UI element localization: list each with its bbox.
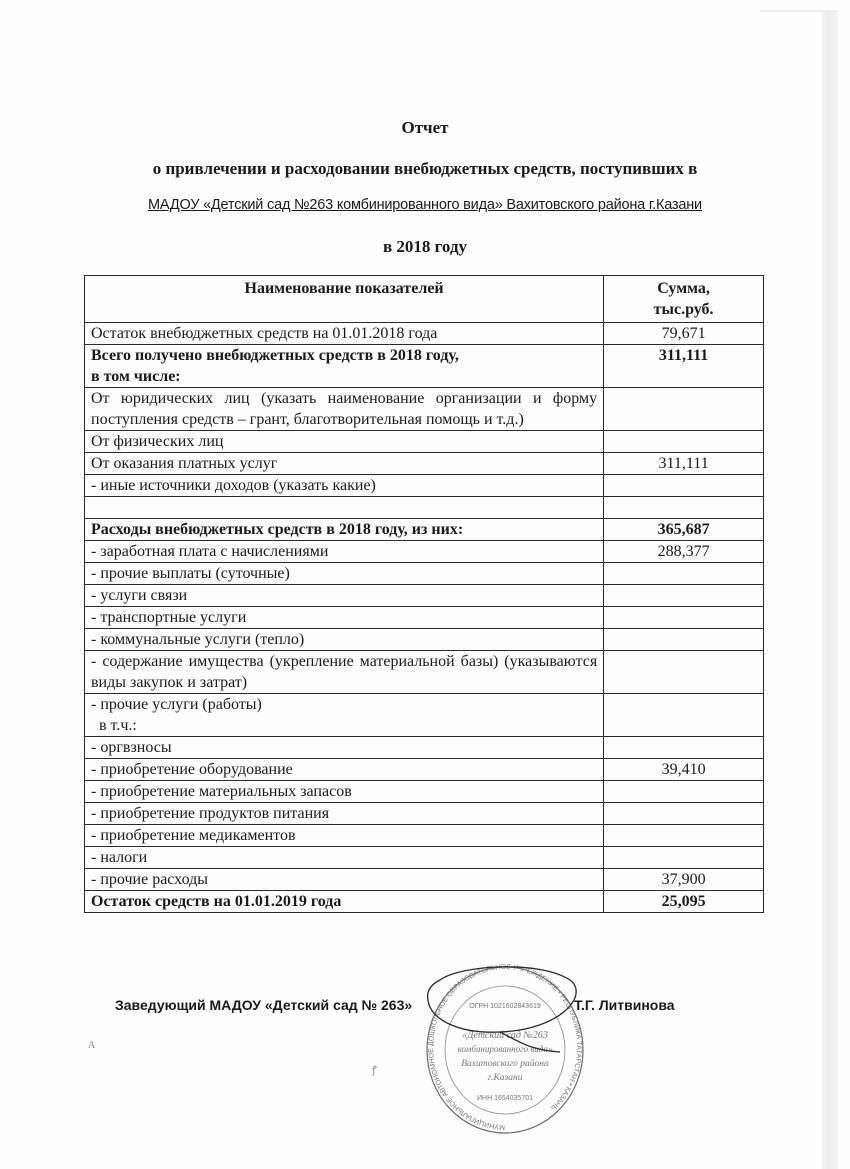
row-amount — [604, 475, 764, 497]
row-amount — [604, 431, 764, 453]
row-amount — [604, 694, 764, 737]
row-label: - оргвзносы — [85, 737, 604, 759]
report-subtitle: о привлечении и расходовании внебюджетных средств, поступивших в — [152, 159, 698, 178]
official-stamp-icon — [420, 960, 590, 1140]
row-amount — [604, 825, 764, 847]
row-label: От оказания платных услуг — [85, 453, 604, 475]
stamp-line-4: г.Казани — [487, 1073, 523, 1083]
stamp-line-1: «Детский сад №263 — [462, 1030, 548, 1041]
table-row — [85, 345, 764, 388]
report-period: в 2018 году — [382, 237, 468, 256]
scan-speck: ꝭ — [372, 1065, 377, 1076]
table-row — [85, 869, 764, 891]
row-amount: 311,111 — [604, 453, 764, 475]
row-amount — [604, 651, 764, 694]
table-row — [85, 781, 764, 803]
row-label: - транспортные услуги — [85, 607, 604, 629]
row-label: Всего получено внебюджетных средств в 2018 году, в том числе: — [85, 345, 604, 388]
row-label — [85, 497, 604, 519]
header-name: Наименование показателей — [85, 276, 604, 323]
table-row — [85, 737, 764, 759]
row-amount: 37,900 — [604, 869, 764, 891]
table-row — [85, 651, 764, 694]
table-header-row — [85, 276, 764, 323]
row-amount — [604, 563, 764, 585]
table-row — [85, 388, 764, 431]
row-amount — [604, 781, 764, 803]
stamp-ring-text: МУНИЦИПАЛЬНОЕ АВТОНОМНОЕ ДОШКОЛЬНОЕ ОБРАЗОВАТЕЛЬНОЕ УЧРЕЖДЕНИЕ • РЕСПУБЛИКА ТАТАРСТАН • КАЗАНЬ — [428, 963, 583, 1131]
scan-edge-shadow — [822, 10, 838, 1169]
row-amount — [604, 497, 764, 519]
row-label: - прочие услуги (работы) в т.ч.: — [85, 694, 604, 737]
table-row — [85, 694, 764, 737]
stamp-line-3: Вахитовского района — [461, 1059, 549, 1069]
table-row — [85, 541, 764, 563]
row-label: - услуги связи — [85, 585, 604, 607]
signatory-position: Заведующий МАДОУ «Детский сад № 263» — [115, 997, 413, 1013]
row-label: Остаток средств на 01.01.2019 года — [85, 891, 604, 913]
row-label: - налоги — [85, 847, 604, 869]
table-row — [85, 629, 764, 651]
stamp-inn: ИНН 1654035701 — [476, 1095, 534, 1102]
table-row-total — [85, 891, 764, 913]
table-row — [85, 323, 764, 345]
table-row — [85, 453, 764, 475]
row-amount — [604, 607, 764, 629]
table-row — [85, 847, 764, 869]
row-amount — [604, 388, 764, 431]
row-amount — [604, 585, 764, 607]
table-row — [85, 519, 764, 541]
scan-edge-top — [760, 10, 838, 12]
row-label: - прочие расходы — [85, 869, 604, 891]
row-amount — [604, 847, 764, 869]
signatory-name: Т.Г. Литвинова — [574, 997, 675, 1013]
row-label: - приобретение материальных запасов — [85, 781, 604, 803]
row-label: - заработная плата с начислениями — [85, 541, 604, 563]
row-amount: 288,377 — [604, 541, 764, 563]
report-title: Отчет — [401, 118, 449, 137]
row-amount: 311,111 — [604, 345, 764, 388]
row-amount — [604, 629, 764, 651]
row-amount: 25,095 — [604, 891, 764, 913]
row-amount — [604, 737, 764, 759]
row-label: От физических лиц — [85, 431, 604, 453]
row-label: От юридических лиц (указать наименование организации и форму поступления средств – грант, благотворительная помощь и т.д.) — [85, 388, 604, 431]
table-row — [85, 431, 764, 453]
table-row — [85, 607, 764, 629]
row-amount: 79,671 — [604, 323, 764, 345]
table-row — [85, 759, 764, 781]
table-row — [85, 475, 764, 497]
table-row — [85, 825, 764, 847]
row-amount — [604, 803, 764, 825]
row-label: - содержание имущества (укрепление материальной базы) (указываются виды закупок и затрат) — [85, 651, 604, 694]
row-label: - коммунальные услуги (тепло) — [85, 629, 604, 651]
table-row-empty — [85, 497, 764, 519]
organization-name: МАДОУ «Детский сад №263 комбинированного вида» Вахитовского района г.Казани — [148, 197, 702, 213]
table-row — [85, 585, 764, 607]
stamp-line-2: комбинированного вида» — [457, 1044, 553, 1054]
table-row — [85, 803, 764, 825]
row-label: - иные источники доходов (указать какие) — [85, 475, 604, 497]
row-amount: 39,410 — [604, 759, 764, 781]
row-label: Остаток внебюджетных средств на 01.01.2018 года — [85, 323, 604, 345]
row-label: - приобретение оборудование — [85, 759, 604, 781]
stamp-ogrn: ОГРН 1021602843619 — [469, 1003, 541, 1010]
scan-speck: A — [88, 1040, 96, 1051]
row-label: - приобретение продуктов питания — [85, 803, 604, 825]
row-amount: 365,687 — [604, 519, 764, 541]
row-label: - прочие выплаты (суточные) — [85, 563, 604, 585]
report-table — [84, 275, 764, 913]
row-label: - приобретение медикаментов — [85, 825, 604, 847]
row-label: Расходы внебюджетных средств в 2018 году, из них: — [85, 519, 604, 541]
table-row — [85, 563, 764, 585]
header-amount: Сумма, тыс.руб. — [604, 276, 764, 323]
